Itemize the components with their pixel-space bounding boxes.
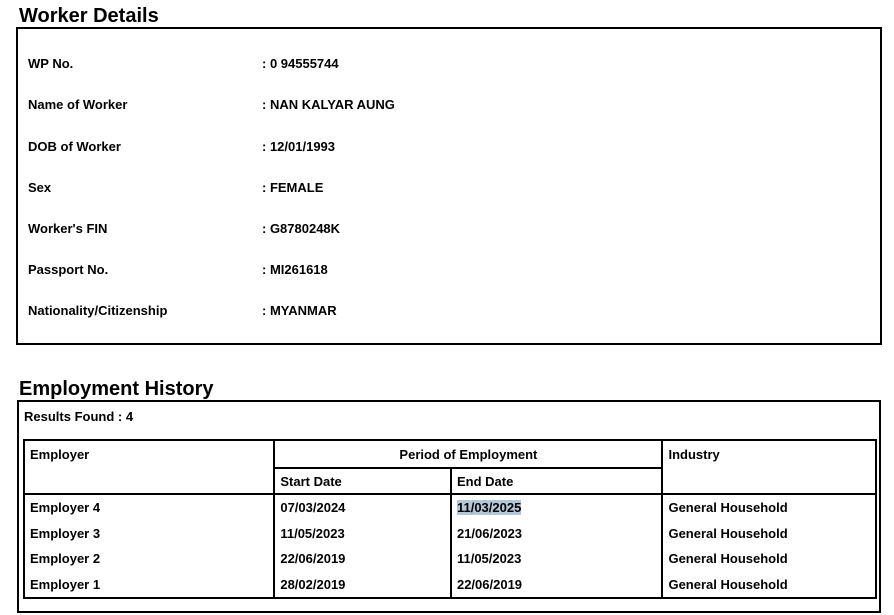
end-date-cell: 21/06/2023 [451,521,663,547]
start-date-cell: 22/06/2019 [274,546,451,572]
end-date-cell: 22/06/2019 [451,572,663,599]
header-end-date: End Date [451,468,663,494]
employer-cell: Employer 2 [24,546,274,572]
detail-label: Worker's FIN [28,221,108,236]
detail-value: : MI261618 [262,262,328,277]
detail-value: : 0 94555744 [262,56,339,71]
employer-cell: Employer 1 [24,572,274,599]
employment-history-panel [17,400,881,613]
header-employer: Employer [24,440,274,494]
employer-cell: Employer 4 [24,494,274,521]
detail-value: : 12/01/1993 [262,139,336,154]
table-row [24,572,876,599]
detail-label: Name of Worker [28,97,128,112]
detail-value: : G8780248K [262,221,341,236]
detail-label: Sex [28,180,52,195]
industry-cell: General Household [662,546,876,572]
employer-cell: Employer 3 [24,521,274,547]
selected-text[interactable]: 11/03/2025 [456,500,522,516]
header-period-of-employment: Period of Employment [274,440,662,468]
worker-details-title: Worker Details [19,5,159,27]
detail-label: DOB of Worker [28,139,121,154]
header-industry: Industry [662,440,876,494]
start-date-cell: 11/05/2023 [274,521,451,547]
detail-value: : NAN KALYAR AUNG [262,97,395,112]
start-date-cell: 07/03/2024 [274,494,451,521]
detail-value: : FEMALE [262,180,324,195]
start-date-cell: 28/02/2019 [274,572,451,599]
header-start-date: Start Date [274,468,451,494]
employment-history-title: Employment History [19,378,214,400]
detail-value: : MYANMAR [262,303,337,318]
detail-label: WP No. [28,56,74,71]
industry-cell: General Household [662,521,876,547]
industry-cell: General Household [662,572,876,599]
table-row [24,494,876,521]
end-date-cell: 11/05/2023 [451,546,663,572]
employment-history-table [23,439,877,599]
results-count: Results Found : 4 [24,409,134,424]
table-row [24,521,876,547]
table-row [24,546,876,572]
end-date-cell [451,494,663,521]
worker-details-panel [16,27,882,345]
detail-label: Passport No. [28,262,109,277]
detail-label: Nationality/Citizenship [28,303,168,318]
industry-cell: General Household [662,494,876,521]
